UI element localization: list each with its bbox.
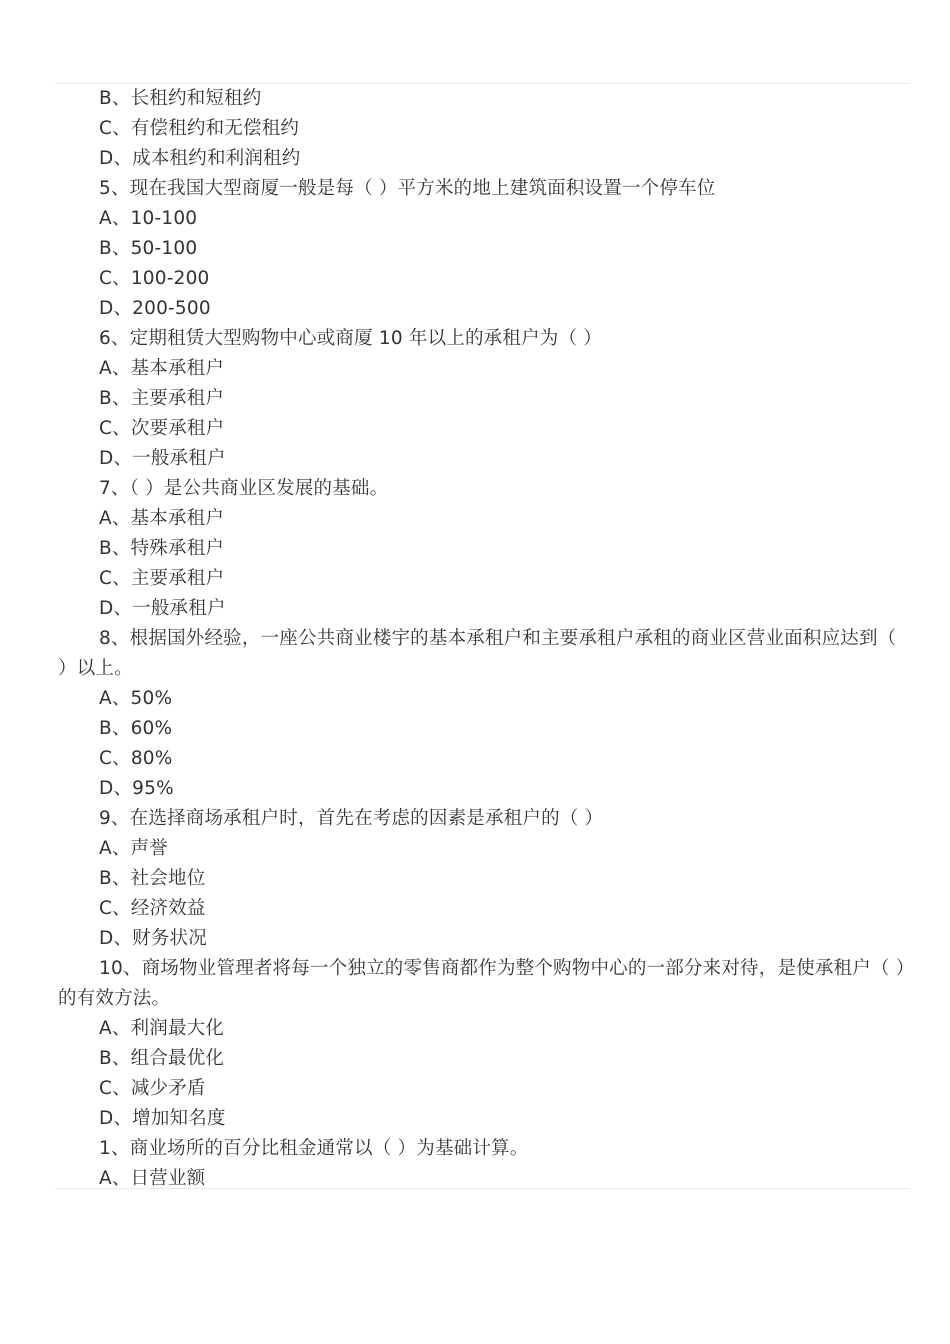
answer-option: D、财务状况 bbox=[99, 928, 207, 949]
answer-option: C、有偿租约和无偿租约 bbox=[99, 118, 300, 139]
answer-option: D、增加知名度 bbox=[99, 1108, 226, 1129]
answer-option: B、组合最优化 bbox=[99, 1048, 225, 1069]
answer-option: A、50% bbox=[99, 688, 173, 709]
answer-option: A、基本承租户 bbox=[99, 358, 225, 379]
question-text: 6、定期租赁大型购物中心或商厦 10 年以上的承租户为（ ） bbox=[99, 328, 602, 349]
answer-option: B、长租约和短租约 bbox=[99, 88, 262, 109]
answer-option: D、95% bbox=[99, 778, 174, 799]
answer-option: C、经济效益 bbox=[99, 898, 206, 919]
answer-option: D、一般承租户 bbox=[99, 448, 226, 469]
answer-option: D、成本租约和利润租约 bbox=[99, 148, 301, 169]
question-text: 5、现在我国大型商厦一般是每（ ）平方米的地上建筑面积设置一个停车位 bbox=[99, 178, 716, 199]
answer-option: D、200-500 bbox=[99, 298, 211, 319]
document-page bbox=[55, 83, 910, 1189]
answer-option: B、主要承租户 bbox=[99, 388, 225, 409]
document-body bbox=[58, 84, 908, 1194]
answer-option: A、日营业额 bbox=[99, 1168, 206, 1189]
answer-option: B、社会地位 bbox=[99, 868, 206, 889]
answer-option: B、特殊承租户 bbox=[99, 538, 225, 559]
answer-option: A、声誉 bbox=[99, 838, 168, 859]
answer-option: C、主要承租户 bbox=[99, 568, 225, 589]
answer-option: B、50-100 bbox=[99, 238, 198, 259]
answer-option: C、次要承租户 bbox=[99, 418, 225, 439]
question-text: 8、根据国外经验，一座公共商业楼宇的基本承租户和主要承租户承租的商业区营业面积应达到（ ）以上。 bbox=[58, 628, 897, 679]
answer-option: A、利润最大化 bbox=[99, 1018, 225, 1039]
answer-option: C、减少矛盾 bbox=[99, 1078, 206, 1099]
answer-option: C、80% bbox=[99, 748, 173, 769]
question-text: 7、（ ）是公共商业区发展的基础。 bbox=[99, 478, 389, 499]
question-text: 10、商场物业管理者将每一个独立的零售商都作为整个购物中心的一部分来对待，是使承租户（ ）的有效方法。 bbox=[58, 958, 906, 1009]
answer-option: A、基本承租户 bbox=[99, 508, 225, 529]
question-text: 1、商业场所的百分比租金通常以（ ）为基础计算。 bbox=[99, 1138, 529, 1159]
question-text: 9、在选择商场承租户时，首先在考虑的因素是承租户的（ ） bbox=[99, 808, 604, 829]
answer-option: C、100-200 bbox=[99, 268, 210, 289]
answer-option: A、10-100 bbox=[99, 208, 198, 229]
answer-option: D、一般承租户 bbox=[99, 598, 226, 619]
answer-option: B、60% bbox=[99, 718, 173, 739]
